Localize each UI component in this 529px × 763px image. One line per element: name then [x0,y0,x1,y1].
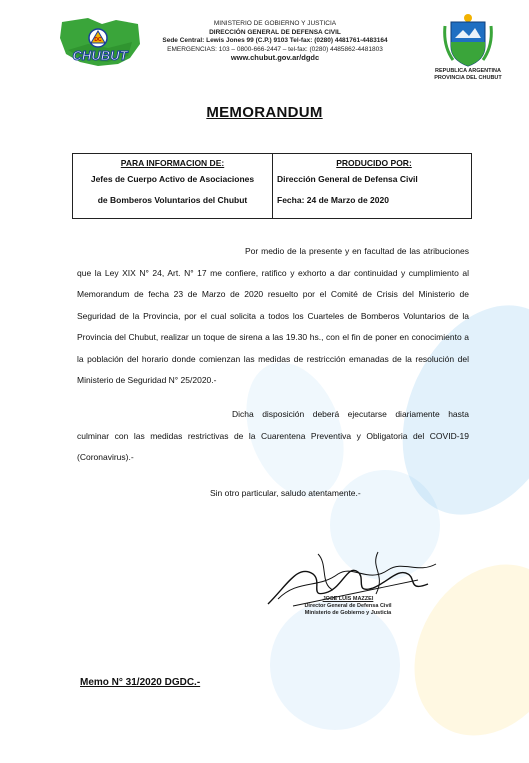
header-direction: DIRECCIÓN GENERAL DE DEFENSA CIVIL [209,28,341,36]
coat-of-arms-icon [443,12,493,68]
header-website: www.chubut.gov.ar/dgdc [230,53,320,62]
provincial-coat-of-arms [420,12,516,102]
coat-line-republica: REPUBLICA ARGENTINA [435,68,501,74]
document-title: MEMORANDUM [206,104,323,121]
header-ministry: MINISTERIO DE GOBIERNO Y JUSTICIA [213,20,337,27]
producer-line: Dirección General de Defensa Civil [277,174,418,184]
header-emergencies: EMERGENCIAS: 103 – 0800-666-2447 – tel-fax: (0280) 4485862-4481803 [167,45,383,53]
body-paragraph: Dicha disposición deberá ejecutarse diariamente hasta culminar con las medidas restrictivas de la Cuarentena Preventiva y Obligatoria del COVID-19 (Coronavirus).- [77,409,469,462]
header-address: Sede Central: Lewis Jones 99 (C.P.) 9103 Tel-fax: (0280) 4481761-4483164 [162,37,388,44]
body-paragraph: Por medio de la presente y en facultad de las atribuciones que la Ley XIX N° 24, Art. N° 17 me confiere, ratifico y exhorto a dar continuidad y cumplimiento al Memorandum de fecha 23 de Marzo de 2020 resuelto por el Comité de Crisis del Ministerio de Seguridad de la Provincia, por el cual solicita a todos los Cuarteles de Bomberos Voluntarios de la Provincia del Chubut, realizar un toque de sirena a las 19.30 hs., con el fin de poner en conocimiento a la población del horario donde comienzan las medidas de restricción emanadas de la resolución del Ministerio de Seguridad N° 25/2020.- [77,246,469,385]
chubut-defensa-civil-logo [58,14,144,78]
signature-block [258,544,448,624]
memo-reference: Memo N° 31/2020 DGDC.- [80,677,201,688]
recipient-line: Jefes de Cuerpo Activo de Asociaciones [90,174,255,184]
logo-text: CHUBUT [72,48,128,63]
signatory-role: Director General de Defensa Civil [304,603,392,609]
recipient-line: de Bomberos Voluntarios del Chubut [97,195,248,205]
signatory-name: JOSE LUIS MAZZEI [322,596,374,602]
producer-cell [273,154,471,218]
signatory-ministry: Ministerio de Gobierno y Justicia [304,610,392,616]
recipient-cell [73,154,273,218]
date-line: Fecha: 24 de Marzo de 2020 [277,195,389,205]
signature-caption [278,596,418,617]
recipient-header: PARA INFORMACION DE: [120,158,225,168]
info-table [72,153,472,219]
letterhead [140,20,410,63]
closing-line: Sin otro particular, saludo atentamente.- [210,488,361,498]
logo-badge: DC [94,37,102,43]
coat-line-provincia: PROVINCIA DEL CHUBUT [434,75,502,81]
producer-header: PRODUCIDO POR: [336,158,412,168]
